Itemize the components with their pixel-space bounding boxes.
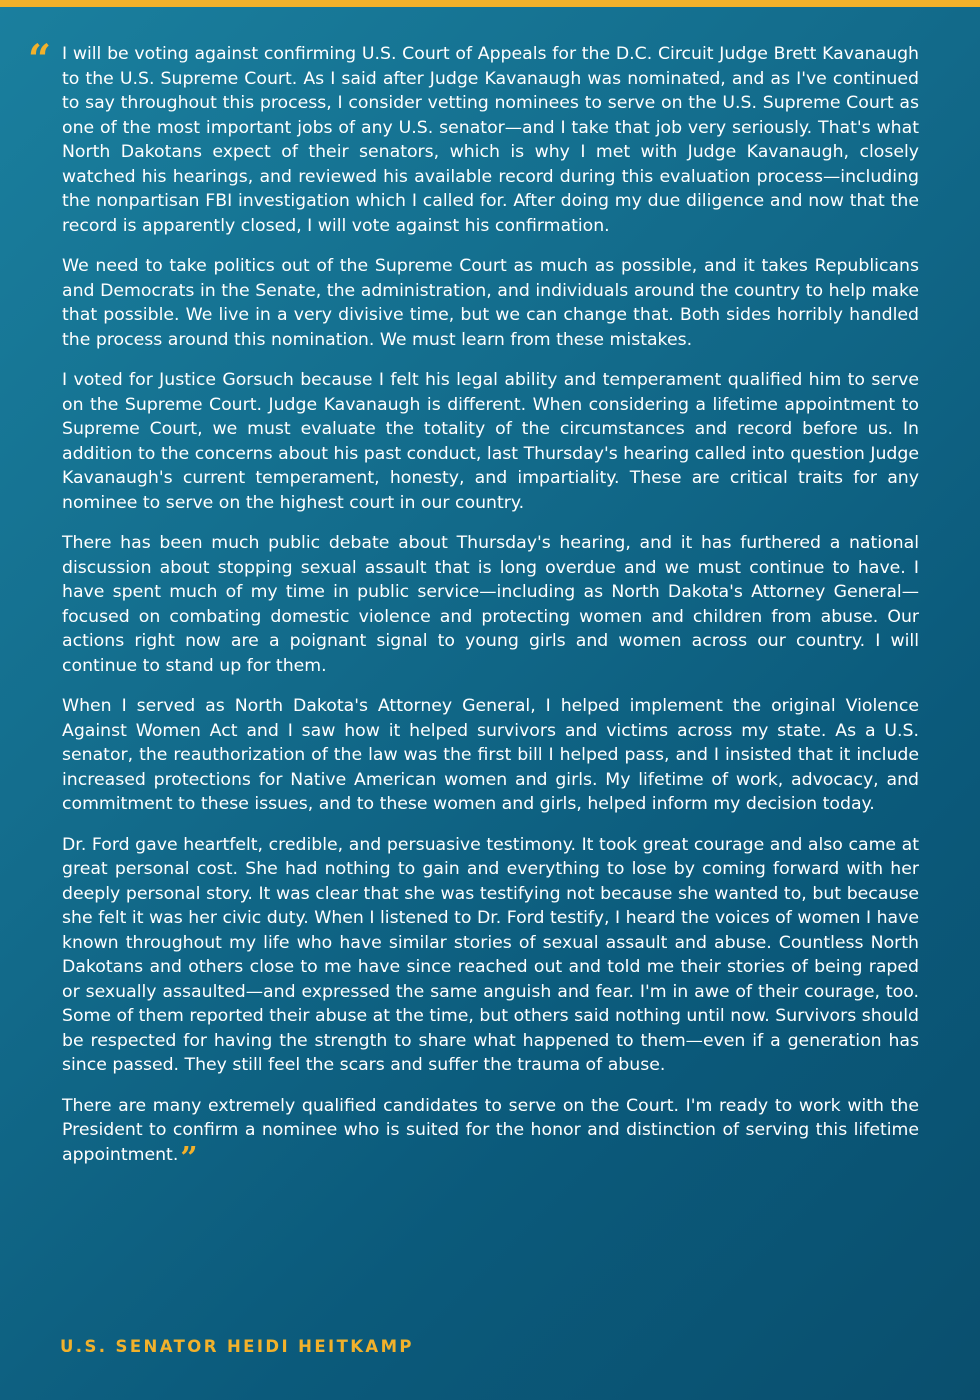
statement-paragraph: I voted for Justice Gorsuch because I felt his legal ability and temperament qualified him to serve on the Supreme Court. Judge Kavanaugh is different. When considering a lifetime appointment to Supreme Court, we must evaluate the totality of the circumstances and record before us. In addition to the concerns about his past conduct, last Thursday's hearing called into question Judge Kavanaugh's current temperament, honesty, and impartiality. These are critical traits for any nominee to serve on the highest court in our country. [62,370,919,513]
statement-paragraph: I will be voting against confirming U.S. Court of Appeals for the D.C. Circuit Judge Brett Kavanaugh to the U.S. Supreme Court. As I said after Judge Kavanaugh was nominated, and as I've continued to say throughout this process, I consider vetting nominees to serve on the U.S. Supreme Court as one of the most important jobs of any U.S. senator—and I take that job very seriously. That's what North Dakotans expect of their senators, which is why I met with Judge Kavanaugh, closely watched his hearings, and reviewed his available record during this evaluation process—including the nonpartisan FBI investigation which I called for. After doing my due diligence and now that the record is apparently closed, I will vote against his confirmation. [62,44,919,236]
statement-paragraph: We need to take politics out of the Supreme Court as much as possible, and it takes Republicans and Democrats in the Senate, the administration, and individuals around the country to help make that possible. We live in a very divisive time, but we can change that. Both sides horribly handled the process around this nomination. We must learn from these mistakes. [62,256,919,350]
open-quote-icon: “ [28,36,48,83]
statement-paragraph-text: There are many extremely qualified candidates to serve on the Court. I'm ready to work with the President to confirm a nominee who is suited for the honor and distinction of serving this lifetime appointment. [62,1095,919,1165]
accent-top-bar [0,0,980,7]
statement-body [62,42,919,1176]
close-quote-icon: ” [180,1140,195,1176]
statement-paragraph: There has been much public debate about Thursday's hearing, and it has furthered a national discussion about stopping sexual assault that is long overdue and we must continue to have. I have spent much of my time in public service—including as North Dakota's Attorney General—focused on combating domestic violence and protecting women and children from abuse. Our actions right now are a poignant signal to young girls and women across our country. I will continue to stand up for them. [62,533,919,676]
attribution: U.S. SENATOR HEIDI HEITKAMP [60,1337,414,1356]
statement-paragraph: When I served as North Dakota's Attorney General, I helped implement the original Violence Against Women Act and I saw how it helped survivors and victims across my state. As a U.S. senator, the reauthorization of the law was the first bill I helped pass, and I insisted that it include increased protections for Native American women and girls. My lifetime of work, advocacy, and commitment to these issues, and to these women and girls, helped inform my decision today. [62,696,919,814]
statement-paragraph-final [62,1094,919,1176]
statement-paragraph: Dr. Ford gave heartfelt, credible, and persuasive testimony. It took great courage and also came at great personal cost. She had nothing to gain and everything to lose by coming forward with her deeply personal story. It was clear that she was testifying not because she wanted to, but because she felt it was her civic duty. When I listened to Dr. Ford testify, I heard the voices of women I have known throughout my life who have similar stories of sexual assault and abuse. Countless North Dakotans and others close to me have since reached out and told me their stories of being raped or sexually assaulted—and expressed the same anguish and fear. I'm in awe of their courage, too. Some of them reported their abuse at the time, but others said nothing until now. Survivors should be respected for having the strength to share what happened to them—even if a generation has since passed. They still feel the scars and suffer the trauma of abuse. [62,834,919,1075]
